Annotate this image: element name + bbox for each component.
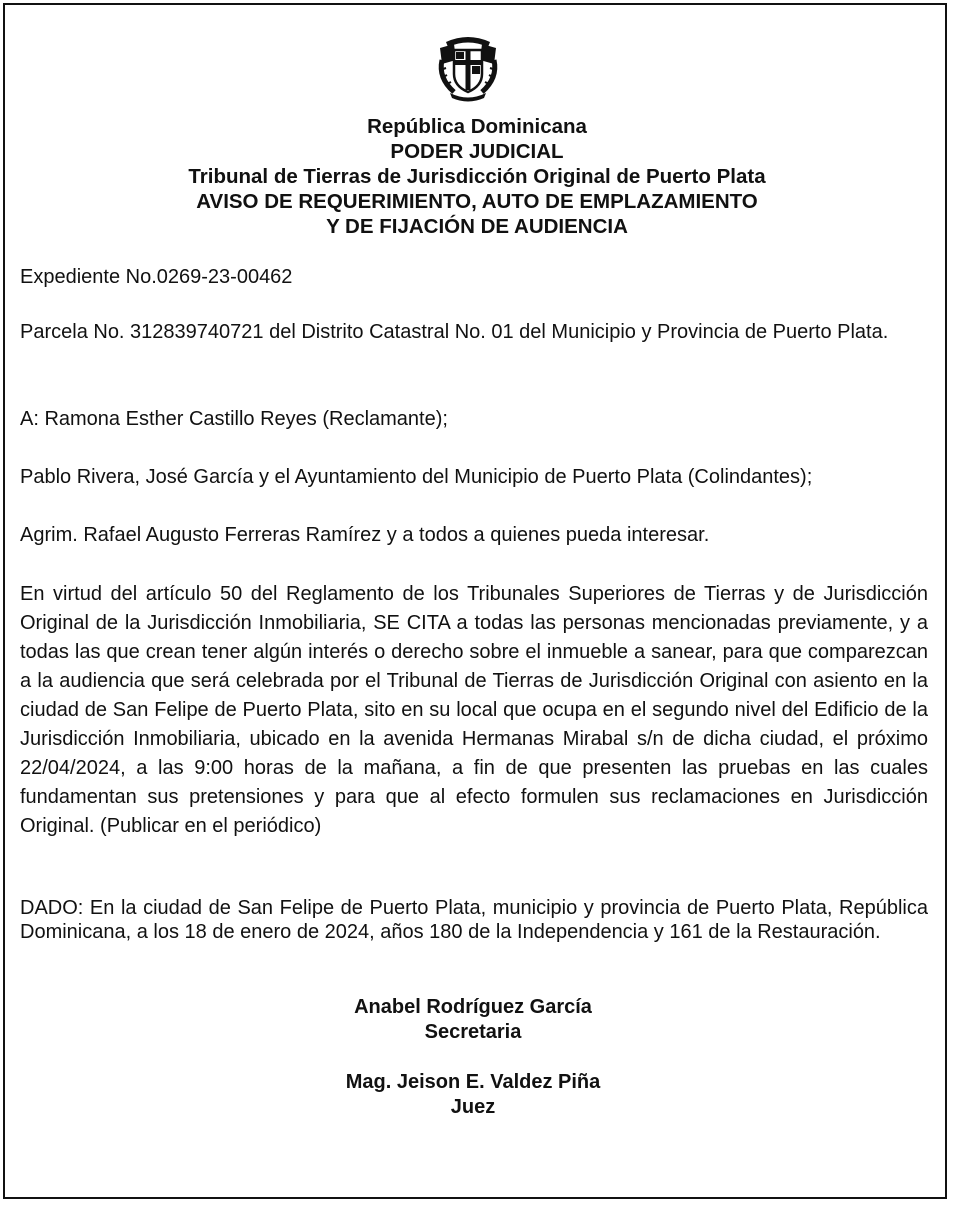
citation-paragraph: En virtud del artículo 50 del Reglamento de los Tribunales Superiores de Tierras y de Jurisdicción Original de la Jurisdicción Inmobiliaria, SE CITA a todas las personas mencionadas previamente, y a todas las que crean tener algún interés o derecho sobre el inmueble a sanear, para que comparezcan a la audiencia que será celebrada por el Tribunal de Tierras de Jurisdicción Original con asiento en la ciudad de San Felipe de Puerto Plata, sito en su local que ocupa en el segundo nivel del Edificio de la Jurisdicción Inmobiliaria, ubicado en la avenida Hermanas Mirabal s/n de dicha ciudad, el próximo 22/04/2024, a las 9:00 horas de la mañana, a fin de que presenten las pruebas en las cuales fundamentan sus pretensiones y para que al efecto formulen sus reclamaciones en Jurisdicción Original. (Publicar en el periódico) [20,583,928,837]
coat-of-arms-icon [432,30,504,102]
secretary-role: Secretaria [424,1021,522,1043]
notice-title-line-1: AVISO DE REQUERIMIENTO, AUTO DE EMPLAZAMIENTO [196,190,758,213]
notice-title-line-2: Y DE FIJACIÓN DE AUDIENCIA [326,215,628,238]
colindantes-line: Pablo Rivera, José García y el Ayuntamiento del Municipio de Puerto Plata (Colindantes); [20,466,813,488]
signature-block-judge [0,1070,946,1120]
judge-role: Juez [450,1096,496,1118]
expediente-number: Expediente No.0269-23-00462 [20,266,293,288]
reclamante-line: A: Ramona Esther Castillo Reyes (Reclamante); [20,408,448,430]
judicial-branch: PODER JUDICIAL [390,140,564,163]
dado-paragraph: DADO: En la ciudad de San Felipe de Puerto Plata, municipio y provincia de Puerto Plata, República Dominicana, a los 18 de enero de 2024, años 180 de la Independencia y 161 de la Restauración. [20,897,928,943]
country-name: República Dominicana [367,115,587,138]
document-header [0,114,954,239]
agrimensor-line: Agrim. Rafael Augusto Ferreras Ramírez y a todos a quienes pueda interesar. [20,524,710,546]
secretary-name: Anabel Rodríguez García [354,996,592,1018]
signature-block-secretary [0,995,946,1045]
judge-name: Mag. Jeison E. Valdez Piña [345,1071,601,1093]
parcela-description: Parcela No. 312839740721 del Distrito Catastral No. 01 del Municipio y Provincia de Puerto Plata. [20,321,889,343]
court-name: Tribunal de Tierras de Jurisdicción Original de Puerto Plata [188,165,766,188]
